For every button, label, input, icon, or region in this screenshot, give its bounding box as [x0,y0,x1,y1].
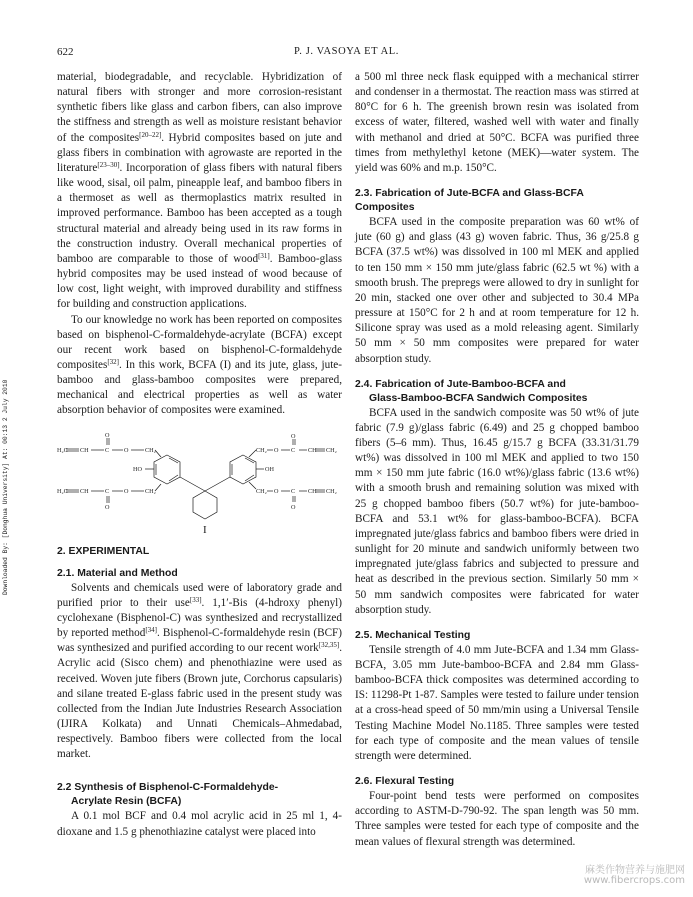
section-heading-flexural-testing: 2.6. Flexural Testing [355,776,455,788]
intro-paragraph-1: material, biodegradable, and recyclable. Hybridization of natural fibers with stronger and more corrosion-resistant synthetic fibers like glass and carbon fibers, can also improve the stiffness and strength as well as moisture resistant behavior of the composites[20–22]. Hybrid composites based on jute and glass fibers in combination with agrowaste are reported in the literature[23–30]. Incorporation of glass fibers with natural fibers like wood, sisal, oil palm, pineapple leaf, and bamboo fibers in a thermoset as well as thermoplastics matrix resulted in improved performance. Bamboo has been accepted as a tough structural material and already being used in its raw forms in the construction industry. Overall mechanical properties of bamboo are comparable to those of wood[31]. Bamboo-glass hybrid composites may be used instead of wood because of low cost, light weight, with improved durability and stiffness for building and construction applications. [57,71,343,311]
left-column [57,70,342,840]
atom-label: CH [308,446,317,454]
citation: [33] [189,595,202,604]
atom-label: C [291,487,296,495]
atom-label: CH₂ [145,446,156,454]
page-number: 622 [57,46,74,58]
intro-paragraph-2: To our knowledge no work has been reported on composites based on bisphenol-C-formaldehyde-acrylate (BCFA) except our recent work based on bisphenol-C-formaldehyde composites[32]. In this work, BCFA (I) and its jute, glass, jute-bamboo and glass-bamboo composites were prepared, mechanical and electrical properties as well as water absorption behavior of composites were examined. [57,313,342,417]
atom-label: CH [308,487,317,495]
atom-label: O [105,431,110,439]
atom-label: O [274,446,279,454]
flexural-testing-paragraph: Four-point bend tests were performed on composites according to ASTM-D-790-92. The span length was 50 mm. Three samples were tested for each type of composite and the mean values of flexural strength was determined. [355,790,639,848]
section-heading-experimental: 2. EXPERIMENTAL [57,545,150,557]
jute-glass-fabrication-paragraph: BCFA used in the composite preparation was 60 wt% of jute (60 g) and glass (43 g) woven fabric. Thus, 36 g/25.8 g BCFA (37.5 wt%) was dissolved in 100 ml MEK and applied to ten 150 mm × 150 mm jute/glass fabric (62.5 wt %) with a smooth brush. The prepregs were allowed to dry in sunlight for 20 min, stacked one over other and subjected to 30.4 MPa pressure at 150°C for 2 h and at room temperature for 12 h. Silicone spray was used as a mold releasing agent. Similarly 50 mm × 50 mm composites were prepared for water absorption study. [355,216,639,365]
atom-label: O [291,503,296,511]
atom-label: C [291,446,296,454]
atom-label: C [105,487,110,495]
synthesis-paragraph-continued: a 500 ml three neck flask equipped with a mechanical stirrer and condenser in a thermostat. The reaction mass was stirred at 80°C for 6 h. The greenish brown resin was isolated from excess of water, filtered, washed well with water and finally with methanol and dried at 50°C. BCFA was purified three times from methylethyl ketone (MEK)—water system. The yield was 60% and m.p. 150°C. [355,71,639,174]
compound-label: I [203,523,207,536]
citation: [34] [145,626,157,635]
atom-label: CH₂ [145,487,156,495]
atom-label: O [274,487,279,495]
atom-label: CH [80,446,89,454]
watermark-line-2: www.fibercrops.com [583,875,685,886]
site-watermark [567,866,685,886]
material-method-paragraph: Solvents and chemicals used were of laboratory grade and purified prior to their use[33]. 1,1′-Bis (4-hdroxy phenyl) cyclohexane (Bisphenol-C) was synthesized and recrystallized by reported method[34]. Bisphenol-C-formaldehyde resin (BCF) was synthesized and purified according to our recent work[32,35]. Acrylic acid (Sisco chem) and phenothiazine were used as received. Woven jute fibers (Brown jute, Corchorus capsularis) and silane treated E-glass fabric used in the present study was collected from the Indian Jute Industries Research Association (IJIRA Kolkata) and Unnati Chemicals–Ahmedabad, respectively. Bamboo fibers were collected from the local market. [57,581,343,761]
running-title: P. J. VASOYA ET AL. [293,46,400,57]
atom-label: CH₂ [256,446,267,454]
atom-label: H₂C [57,487,68,495]
section-heading-synthesis: 2.2 Synthesis of Bisphenol-C-Formaldehyde- Acrylate Resin (BCFA) [57,782,279,808]
atom-label: O [124,446,129,454]
download-note-text: Downloaded By: [Donghua University] At: 00:13 2 July 2010 [2,379,9,595]
section-heading-jute-glass-fabrication: 2.3. Fabrication of Jute-BCFA and Glass-BCFA Composites [355,188,584,214]
citation: [20–22] [139,130,162,139]
section-heading-sandwich-fabrication: 2.4. Fabrication of Jute-Bamboo-BCFA and Glass-Bamboo-BCFA Sandwich Composites [355,378,588,404]
section-heading-material: 2.1. Material and Method [57,567,178,579]
atom-label: O [124,487,129,495]
chemical-structure-bcfa [57,429,342,539]
structure-drawing [57,429,342,539]
download-note [2,379,12,605]
atom-label: O [291,432,296,440]
atom-label: CH₂ [256,487,267,495]
right-column [355,70,639,850]
citation: [23–30] [97,160,120,169]
atom-label: OH [265,465,274,473]
atom-label: C [105,446,110,454]
atom-label: HO [133,465,142,473]
atom-label: CH₂ [326,446,337,454]
atom-label: CH [80,487,89,495]
section-heading-mechanical-testing: 2.5. Mechanical Testing [355,629,471,641]
mechanical-testing-paragraph: Tensile strength of 4.0 mm Jute-BCFA and 1.34 mm Glass-BCFA, 3.05 mm Jute-bamboo-BCFA and 2.84 mm Glass-bamboo-BCFA thick composites was determined according to IS: 11298-Pt 1-87. Samples were tested to failure under tension at a cross-head speed of 50 mm/min using a Universal Tensile Testing Machine Model No.1185. Three samples were tested for each type of composite and the mean values of tensile strength were determined. [355,643,639,762]
atom-label: H₂C [57,446,68,454]
sandwich-fabrication-paragraph: BCFA used in the sandwich composite was 50 wt% of jute fabric (7.9 g)/glass fabric (6.49) and 25 g chopped bamboo fibers (5–6 mm). Thus, 16.45 g/15.7 g BCFA (33.31/31.79 wt%) was dissolved in 100 ml MEK and applied to two 150 mm × 150 mm jute fabric (16.0 wt%)/glass fabric (13.6 wt%) with a smooth brush and remaining solution was mixed with 25 g chopped bamboo fibers (50.7 wt%) for jute-bamboo-BCFA and 53.1 wt% for glass-bamboo-BCFA). BCFA impregnated jute/glass fabrics and bamboo fibers were dried in sunlight for 20 minute and sandwich uniformly between two impregnated jute/glass fabrics and subjected to pressure and heat as described in the previous section. Similarly 50 mm × 50 mm sandwich composites were fabricated for water absorption study. [355,406,639,616]
atom-label: CH₂ [326,487,337,495]
watermark-line-1: 麻类作物营养与施肥网 [585,865,685,876]
citation: [31] [258,251,270,260]
atom-label: O [105,503,110,511]
citation: [32,35] [318,641,340,650]
citation: [32] [107,357,120,366]
synthesis-paragraph: A 0.1 mol BCF and 0.4 mol acrylic acid in 25 ml 1, 4-dioxane and 1.5 g phenothiazine catalyst were placed into [57,810,342,838]
